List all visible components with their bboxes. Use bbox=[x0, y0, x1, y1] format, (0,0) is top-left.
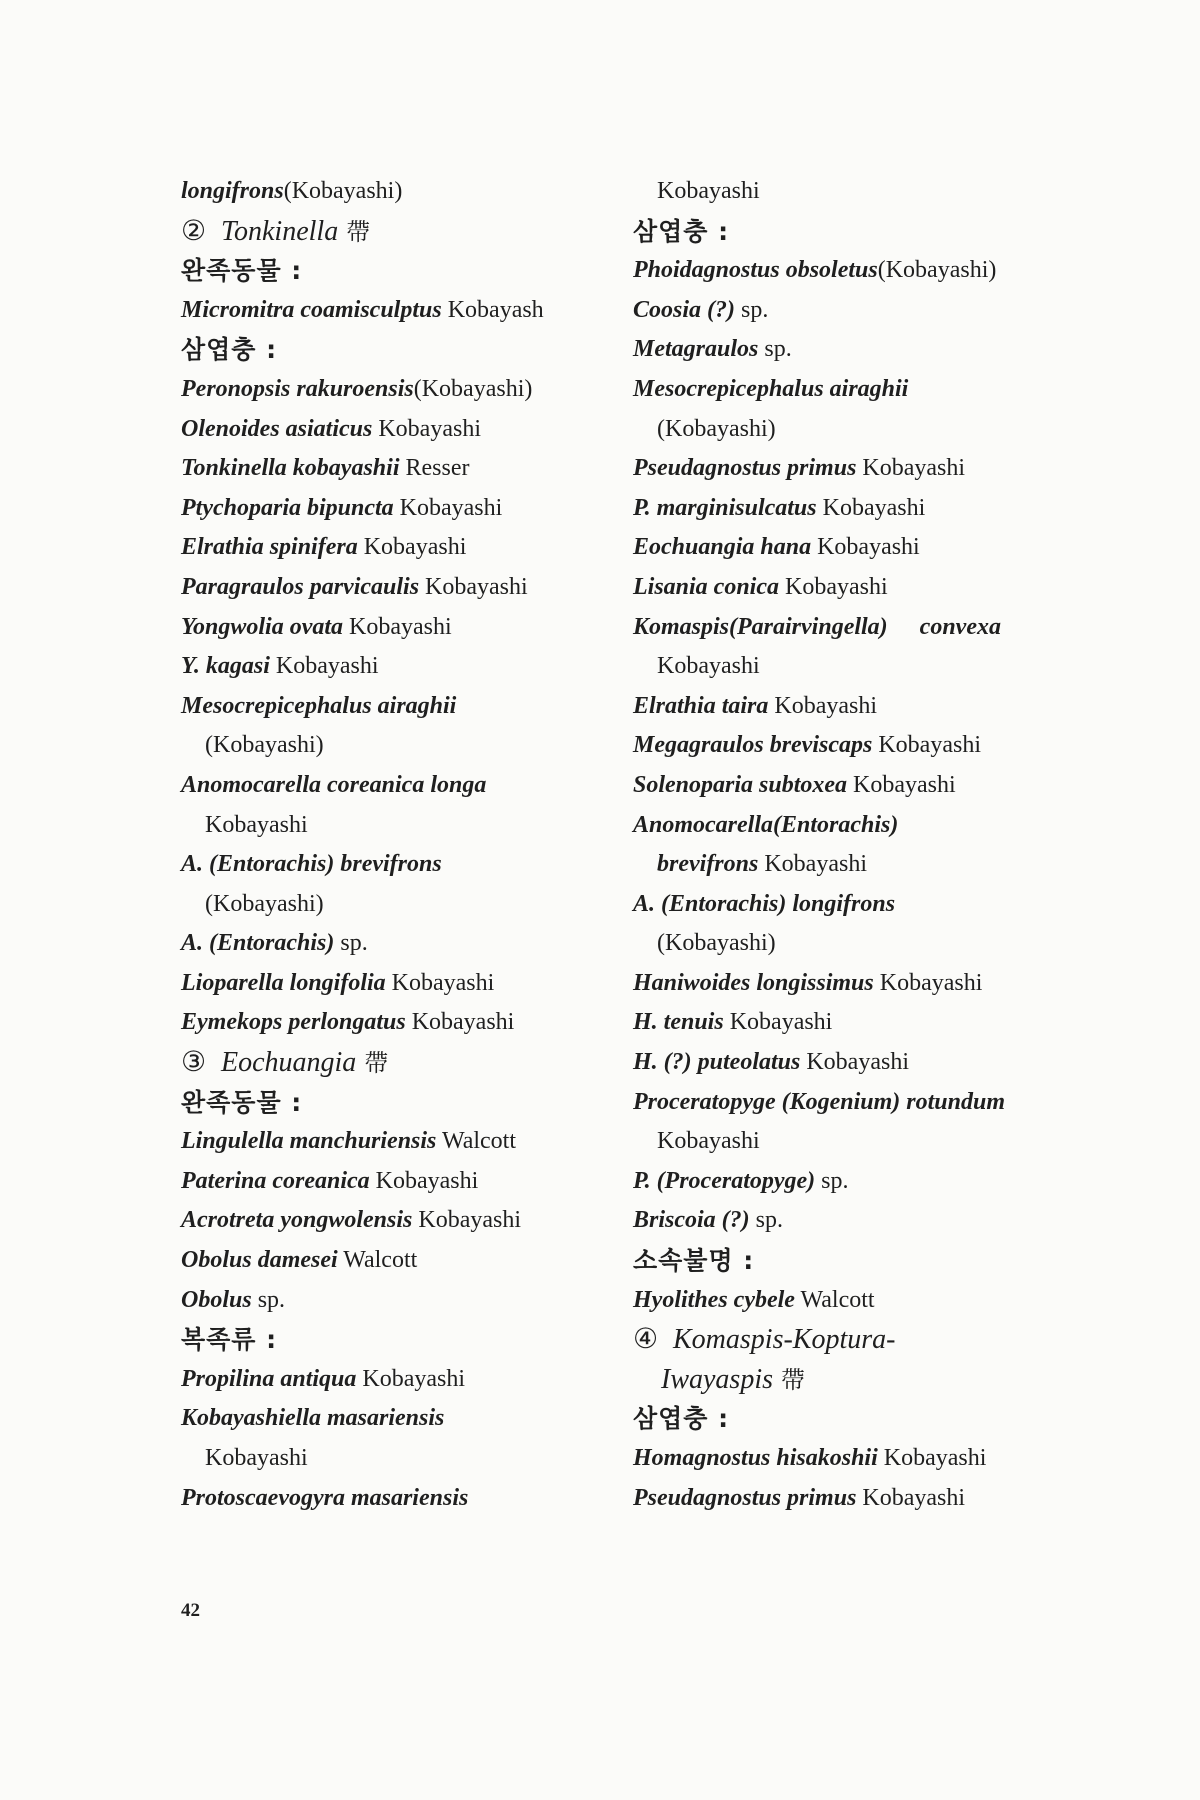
taxon-name: Pseudagnostus primus bbox=[633, 455, 857, 482]
left-zone-heading bbox=[181, 1043, 601, 1083]
left-entry-cont bbox=[181, 885, 601, 925]
taxon-author: (Kobayashi) bbox=[205, 890, 324, 917]
taxon-name: brevifrons bbox=[657, 851, 759, 878]
taxon-name: longifrons bbox=[181, 178, 284, 204]
right-entry bbox=[633, 370, 1053, 410]
taxon-name: H. (?) puteolatus bbox=[633, 1049, 801, 1076]
right-entry bbox=[633, 964, 1053, 1004]
taxon-name: Peronopsis rakuroensis bbox=[181, 375, 414, 402]
taxon-author: Kobayashi bbox=[657, 653, 760, 680]
left-group-heading: 삼엽충 : bbox=[181, 335, 278, 365]
taxon-author: (Kobayashi) bbox=[877, 257, 997, 284]
zone-name: Eochuangia bbox=[221, 1047, 357, 1079]
taxon-name: Y. kagasi bbox=[181, 653, 270, 680]
right-entry-cont bbox=[633, 845, 1053, 885]
left-entry-cont bbox=[181, 1439, 601, 1479]
taxon-name: Coosia (?) bbox=[633, 296, 735, 323]
zone-name: Iwayaspis bbox=[661, 1363, 773, 1395]
taxon-name: Eochuangia hana bbox=[633, 534, 812, 561]
taxon-name: A. (Entorachis) bbox=[181, 930, 335, 957]
left-entry bbox=[181, 1281, 601, 1321]
taxon-name: Proceratopyge (Kogenium) rotundum bbox=[633, 1088, 1006, 1115]
taxon-author: Kobayashi bbox=[356, 1365, 466, 1392]
right-entry bbox=[633, 1201, 1053, 1241]
right-entry bbox=[633, 568, 1053, 608]
right-entry bbox=[633, 608, 1053, 648]
taxon-author: Kobayashi bbox=[811, 534, 920, 561]
taxon-name: Protoscaevogyra masariensis bbox=[181, 1484, 469, 1511]
right-entry bbox=[633, 1083, 1053, 1123]
left-entry bbox=[181, 172, 601, 212]
taxon-name: Megagraulos breviscaps bbox=[633, 732, 873, 759]
left-entry bbox=[181, 1360, 601, 1400]
zone-name: Tonkinella bbox=[221, 215, 339, 247]
taxon-name: Lisania conica bbox=[633, 573, 780, 600]
taxon-name: Obolus bbox=[181, 1286, 252, 1313]
taxon-author: sp. bbox=[758, 336, 792, 363]
taxon-author: sp. bbox=[749, 1207, 784, 1234]
taxon-author: Kobayashi bbox=[758, 851, 867, 878]
taxon-author: Resser bbox=[399, 455, 470, 482]
taxon-name: Metagraulos bbox=[633, 336, 759, 363]
taxon-author: Kobayashi bbox=[385, 969, 495, 996]
left-entry bbox=[181, 410, 601, 450]
right-entry bbox=[633, 1439, 1053, 1479]
taxon-name: Kobayashiella masariensis bbox=[181, 1405, 445, 1432]
left-entry bbox=[181, 1003, 601, 1043]
taxon-author: Kobayashi bbox=[357, 534, 467, 561]
right-entry bbox=[633, 687, 1053, 727]
right-entry bbox=[633, 1281, 1053, 1321]
taxon-name: Elrathia spinifera bbox=[181, 534, 358, 561]
taxon-author: Walcott bbox=[794, 1286, 875, 1313]
taxon-name-cont: convexa bbox=[919, 613, 1001, 640]
taxon-author: sp. bbox=[815, 1167, 849, 1194]
zone-suffix: 帶 bbox=[781, 1365, 805, 1394]
taxon-author: Kobayashi bbox=[856, 1484, 966, 1511]
left-entry-cont bbox=[181, 726, 601, 766]
left-column bbox=[181, 172, 601, 1518]
taxon-name: Hyolithes cybele bbox=[633, 1286, 795, 1313]
taxon-author: sp. bbox=[251, 1286, 286, 1313]
right-entry bbox=[633, 1043, 1053, 1083]
left-entry bbox=[181, 291, 601, 331]
taxon-author: Kobayashi bbox=[419, 573, 528, 600]
taxon-name: Lingulella manchuriensis bbox=[181, 1128, 437, 1155]
taxon-name: Anomocarella(Entorachis) bbox=[633, 811, 899, 838]
right-entry bbox=[633, 885, 1053, 925]
right-entry bbox=[633, 1003, 1053, 1043]
left-entry bbox=[181, 528, 601, 568]
taxon-author: Kobayashi bbox=[412, 1207, 522, 1234]
taxon-author: Kobayashi bbox=[405, 1009, 515, 1036]
right-entry bbox=[633, 1479, 1053, 1519]
taxon-name: Tonkinella kobayashii bbox=[181, 455, 400, 482]
taxon-name: A. (Entorachis) longifrons bbox=[633, 890, 896, 917]
taxon-author: Kobayashi bbox=[369, 1167, 479, 1194]
taxon-name: A. (Entorachis) brevifrons bbox=[181, 851, 442, 878]
taxon-author: sp. bbox=[334, 930, 368, 957]
right-group-heading: 삼엽충 : bbox=[633, 1404, 730, 1434]
taxon-name: Mesocrepicephalus airaghii bbox=[633, 375, 909, 402]
right-entry-cont bbox=[633, 410, 1053, 450]
left-entry bbox=[181, 766, 601, 806]
taxon-name: Briscoia (?) bbox=[633, 1207, 750, 1234]
taxon-name: Ptychoparia bipuncta bbox=[181, 494, 394, 521]
taxon-name: H. tenuis bbox=[633, 1009, 724, 1036]
taxon-name: Micromitra coamisculptus bbox=[181, 296, 442, 323]
taxon-author: sp. bbox=[735, 296, 769, 323]
taxon-author: Kobayashi bbox=[872, 732, 981, 759]
right-entry-cont bbox=[633, 1122, 1053, 1162]
taxon-name: P. (Proceratopyge) bbox=[633, 1167, 816, 1194]
right-zone-heading bbox=[633, 1320, 1053, 1360]
left-entry bbox=[181, 845, 601, 885]
right-zone-heading-cont bbox=[633, 1360, 1053, 1400]
taxon-author: Walcott bbox=[436, 1128, 517, 1155]
taxon-author: Kobayashi bbox=[723, 1009, 833, 1036]
taxon-name: Anomocarella coreanica longa bbox=[181, 771, 487, 798]
left-entry bbox=[181, 1399, 601, 1439]
left-group-heading: 완족동물 : bbox=[181, 1087, 303, 1117]
taxon-author: Kobayashi bbox=[205, 1445, 308, 1471]
right-group-heading: 삼엽충 : bbox=[633, 216, 730, 246]
taxon-name: Yongwolia ovata bbox=[181, 613, 344, 640]
taxon-name: Eymekops perlongatus bbox=[181, 1009, 406, 1036]
taxon-author: (Kobayashi) bbox=[413, 375, 533, 402]
taxon-author: Kobayashi bbox=[779, 573, 888, 600]
taxon-author: Kobayashi bbox=[657, 178, 760, 204]
left-entry bbox=[181, 608, 601, 648]
right-entry bbox=[633, 330, 1053, 370]
right-entry bbox=[633, 291, 1053, 331]
taxon-name: Obolus damesei bbox=[181, 1247, 338, 1274]
right-entry bbox=[633, 766, 1053, 806]
left-entry bbox=[181, 1122, 601, 1162]
taxon-author: Kobayashi bbox=[856, 455, 966, 482]
taxon-author: Kobayashi bbox=[269, 653, 379, 680]
taxon-author: Kobayashi bbox=[847, 771, 956, 798]
taxon-author: Kobayash bbox=[441, 296, 544, 323]
left-entry bbox=[181, 647, 601, 687]
right-entry-cont bbox=[633, 172, 1053, 212]
taxon-name: Paterina coreanica bbox=[181, 1167, 370, 1194]
taxon-author: Kobayashi bbox=[816, 494, 926, 521]
left-group-heading: 복족류 : bbox=[181, 1325, 278, 1355]
right-entry bbox=[633, 489, 1053, 529]
right-entry bbox=[633, 726, 1053, 766]
left-entry bbox=[181, 1479, 601, 1519]
right-entry bbox=[633, 806, 1053, 846]
taxon-name: Homagnostus hisakoshii bbox=[633, 1445, 878, 1471]
zone-name: Komaspis-Koptura- bbox=[673, 1324, 896, 1356]
left-entry bbox=[181, 687, 601, 727]
right-entry-cont bbox=[633, 924, 1053, 964]
left-entry bbox=[181, 489, 601, 529]
left-entry bbox=[181, 568, 601, 608]
taxon-name: Acrotreta yongwolensis bbox=[181, 1207, 413, 1234]
taxon-author: Walcott bbox=[337, 1247, 418, 1274]
taxon-name: P. marginisulcatus bbox=[633, 494, 817, 521]
taxon-name: Elrathia taira bbox=[633, 692, 769, 719]
taxon-name: Komaspis(Parairvingella) bbox=[633, 613, 888, 640]
taxon-author: Kobayashi bbox=[372, 415, 481, 442]
taxon-author: Kobayashi bbox=[768, 692, 878, 719]
right-entry bbox=[633, 1162, 1053, 1202]
taxon-author: (Kobayashi) bbox=[657, 415, 776, 442]
right-group-heading: 소속불명 : bbox=[633, 1246, 755, 1276]
taxon-author: Kobayashi bbox=[657, 1128, 760, 1155]
zone-number: ② bbox=[181, 215, 207, 247]
right-entry bbox=[633, 449, 1053, 489]
left-entry bbox=[181, 1201, 601, 1241]
taxon-name: Mesocrepicephalus airaghii bbox=[181, 692, 457, 719]
left-group-heading: 완족동물 : bbox=[181, 256, 303, 286]
taxon-author: (Kobayashi) bbox=[205, 732, 324, 759]
zone-suffix: 帶 bbox=[346, 217, 371, 246]
taxon-author: Kobayashi bbox=[877, 1445, 987, 1471]
left-entry bbox=[181, 1241, 601, 1281]
taxon-name: Haniwoides longissimus bbox=[633, 969, 874, 996]
left-entry bbox=[181, 370, 601, 410]
zone-number: ④ bbox=[633, 1324, 659, 1356]
taxon-name: Pseudagnostus primus bbox=[633, 1484, 857, 1511]
taxon-author: Kobayashi bbox=[393, 494, 503, 521]
zone-suffix: 帶 bbox=[364, 1049, 389, 1078]
taxon-name: Propilina antiqua bbox=[181, 1365, 357, 1392]
taxon-author: Kobayashi bbox=[343, 613, 452, 640]
page-number: 42 bbox=[181, 1600, 200, 1621]
left-entry-cont bbox=[181, 806, 601, 846]
left-entry bbox=[181, 964, 601, 1004]
left-zone-heading bbox=[181, 212, 601, 252]
left-entry bbox=[181, 1162, 601, 1202]
taxon-author: (Kobayashi) bbox=[283, 178, 403, 204]
taxon-name: Olenoides asiaticus bbox=[181, 415, 373, 442]
taxon-name: Lioparella longifolia bbox=[181, 969, 386, 996]
right-entry bbox=[633, 251, 1053, 291]
right-column bbox=[633, 172, 1053, 1518]
taxon-author: Kobayashi bbox=[800, 1049, 909, 1076]
taxon-name: Phoidagnostus obsoletus bbox=[633, 257, 878, 284]
right-entry bbox=[633, 528, 1053, 568]
taxon-name: Paragraulos parvicaulis bbox=[181, 573, 420, 600]
left-entry bbox=[181, 924, 601, 964]
taxon-author: Kobayashi bbox=[873, 969, 983, 996]
taxon-author: Kobayashi bbox=[205, 811, 308, 838]
taxon-name: Solenoparia subtoxea bbox=[633, 771, 848, 798]
zone-number: ③ bbox=[181, 1047, 207, 1079]
right-entry-cont bbox=[633, 647, 1053, 687]
left-entry bbox=[181, 449, 601, 489]
taxon-author: (Kobayashi) bbox=[657, 930, 776, 957]
